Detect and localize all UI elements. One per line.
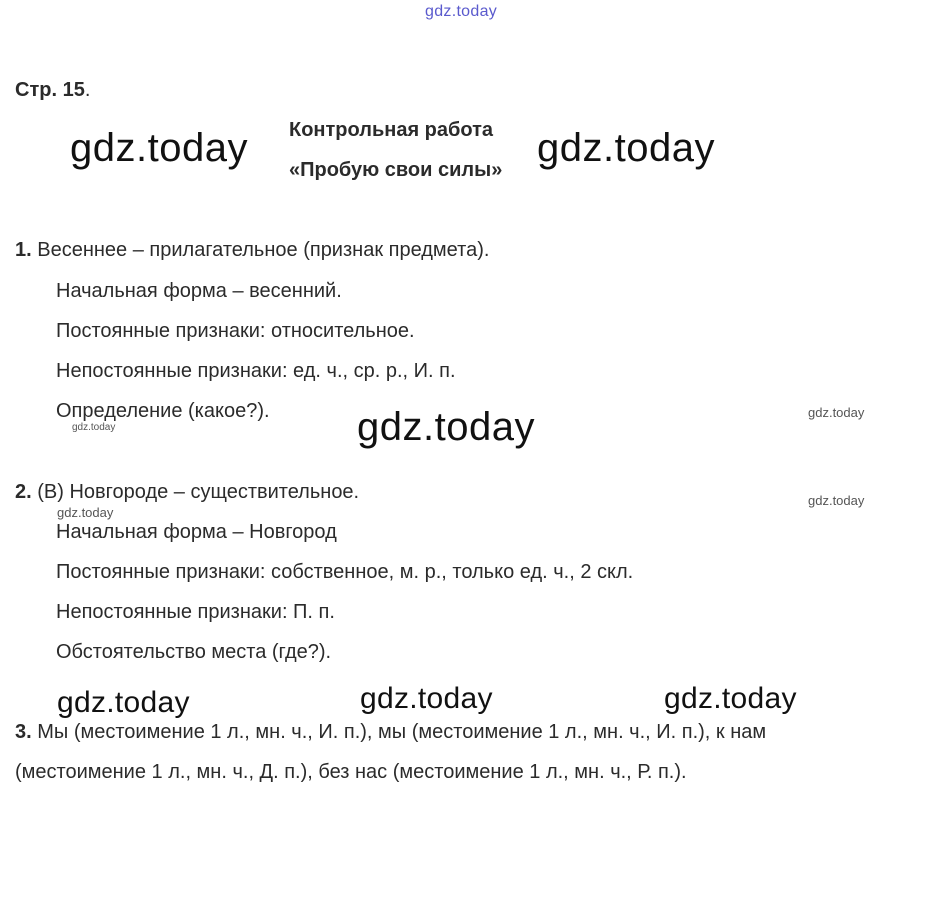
watermark-header-right: gdz.today	[537, 126, 715, 170]
task-3-heading	[15, 720, 766, 744]
watermark-small-2: gdz.today	[808, 493, 865, 508]
page-reference	[15, 78, 90, 102]
task-2-number: 2.	[15, 481, 32, 503]
task-2-line: Постоянные признаки: собственное, м. р., только ед. ч., 2 скл.	[56, 561, 634, 583]
watermark-row-2: gdz.today	[360, 682, 493, 715]
task-1-line: Определение (какое?).	[56, 400, 270, 422]
task-1-line: Начальная форма – весенний.	[56, 280, 342, 302]
task-2-line: Обстоятельство места (где?).	[56, 641, 332, 663]
watermark-row-3: gdz.today	[664, 682, 797, 715]
task-2-line: Начальная форма – Новгород	[56, 521, 337, 543]
task-3-text-line-1: Мы (местоимение 1 л., мн. ч., И. п.), мы (местоимение 1 л., мн. ч., И. п.), к нам	[37, 721, 767, 743]
task-1-number: 1.	[15, 239, 32, 261]
watermark-small-3: gdz.today	[57, 505, 114, 520]
task-1-line: Непостоянные признаки: ед. ч., ср. р., И. п.	[56, 360, 456, 382]
header-title: Контрольная работа	[289, 119, 493, 141]
watermark-header-left: gdz.today	[70, 126, 248, 170]
page-reference-label: Стр. 15	[15, 79, 85, 101]
task-2-text: (В) Новгороде – существительное.	[37, 481, 360, 503]
watermark-row-1: gdz.today	[57, 686, 190, 719]
task-2-line: Непостоянные признаки: П. п.	[56, 601, 335, 623]
task-1-heading	[15, 238, 489, 262]
page-reference-punct: .	[84, 79, 91, 101]
watermark-tiny-1: gdz.today	[72, 422, 116, 433]
task-1-line: Постоянные признаки: относительное.	[56, 320, 415, 342]
watermark-top: gdz.today	[425, 3, 498, 20]
watermark-small-1: gdz.today	[808, 405, 865, 420]
task-3-text-line-2: (местоимение 1 л., мн. ч., Д. п.), без нас (местоимение 1 л., мн. ч., Р. п.).	[15, 761, 687, 783]
task-3-number: 3.	[15, 721, 32, 743]
task-2-heading	[15, 480, 359, 504]
watermark-center: gdz.today	[357, 405, 535, 449]
header-subtitle: «Пробую свои силы»	[289, 159, 503, 181]
task-1-text: Весеннее – прилагательное (признак предмета).	[37, 239, 490, 261]
